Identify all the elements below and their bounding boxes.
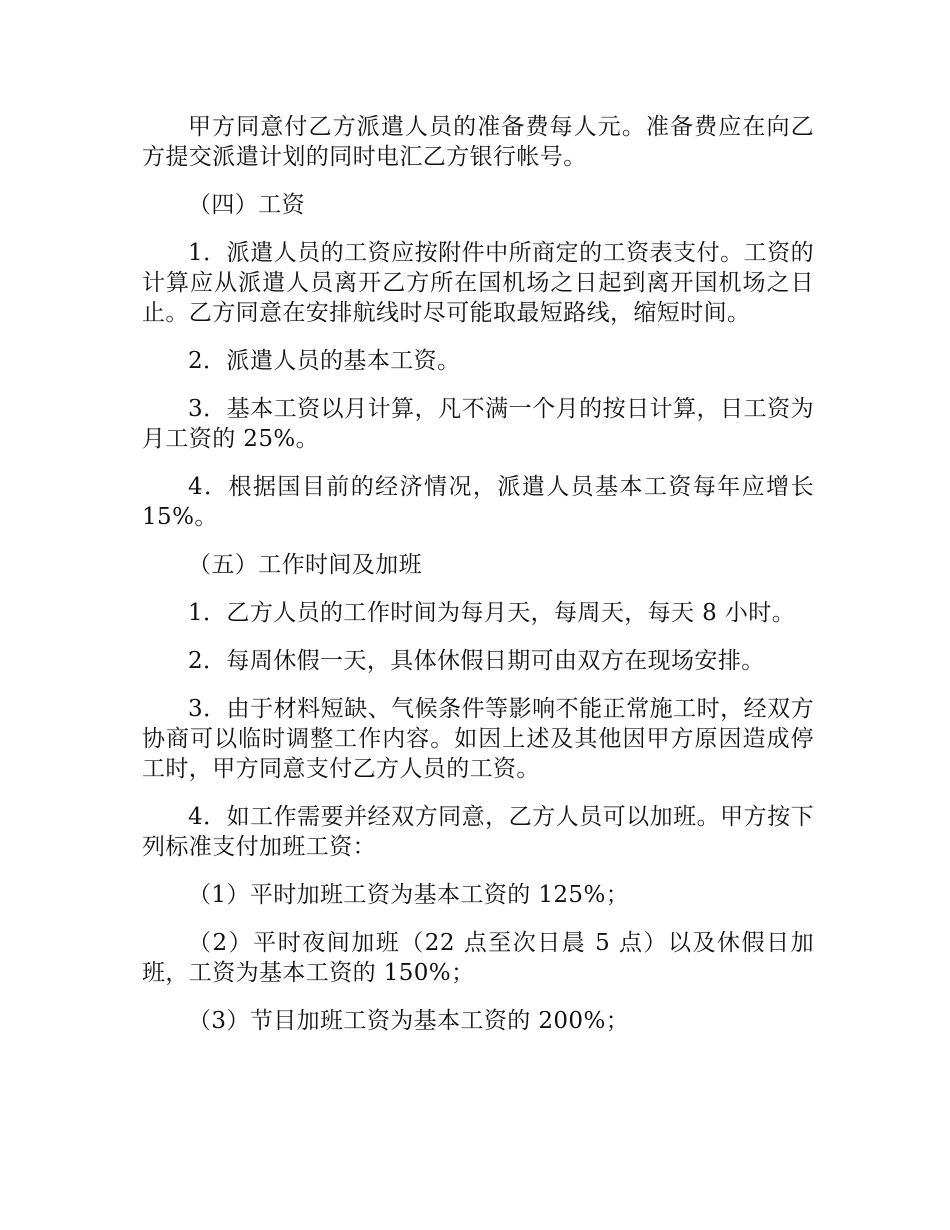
document-page — [142, 112, 814, 1054]
paragraph-wage-2: 2．派遣人员的基本工资。 — [188, 348, 461, 374]
paragraph-hours-2: 2．每周休假一天，具体休假日期可由双方在现场安排。 — [188, 648, 765, 674]
section-heading-wages: （四）工资 — [188, 192, 305, 218]
paragraph-overtime-1: （1）平时加班工资为基本工资的 125%； — [188, 882, 630, 908]
paragraph-wage-4: 4．根据国目前的经济情况，派遣人员基本工资每年应增长 15%。 — [142, 474, 814, 530]
paragraph-wage-1: 1．派遣人员的工资应按附件中所商定的工资表支付。工资的计算应从派遣人员离开乙方所在国机场之日起到离开国机场之日止。乙方同意在安排航线时尽可能取最短路线，缩短时间。 — [142, 240, 814, 326]
paragraph-overtime-3: （3）节目加班工资为基本工资的 200%； — [188, 1008, 630, 1034]
section-heading-work-hours: （五）工作时间及加班 — [188, 552, 422, 578]
paragraph-hours-4: 4．如工作需要并经双方同意，乙方人员可以加班。甲方按下列标准支付加班工资： — [142, 804, 814, 860]
paragraph-hours-3: 3．由于材料短缺、气候条件等影响不能正常施工时，经双方协商可以临时调整工作内容。如因上述及其他因甲方原因造成停工时，甲方同意支付乙方人员的工资。 — [142, 696, 814, 782]
paragraph-wage-3: 3．基本工资以月计算，凡不满一个月的按日计算，日工资为月工资的 25%。 — [142, 396, 814, 452]
paragraph-overtime-2: （2）平时夜间加班（22 点至次日晨 5 点）以及休假日加班，工资为基本工资的 150%； — [142, 930, 814, 986]
paragraph-prep-fee: 甲方同意付乙方派遣人员的准备费每人元。准备费应在向乙方提交派遣计划的同时电汇乙方银行帐号。 — [142, 114, 814, 170]
paragraph-hours-1: 1．乙方人员的工作时间为每月天，每周天，每天 8 小时。 — [188, 600, 796, 626]
